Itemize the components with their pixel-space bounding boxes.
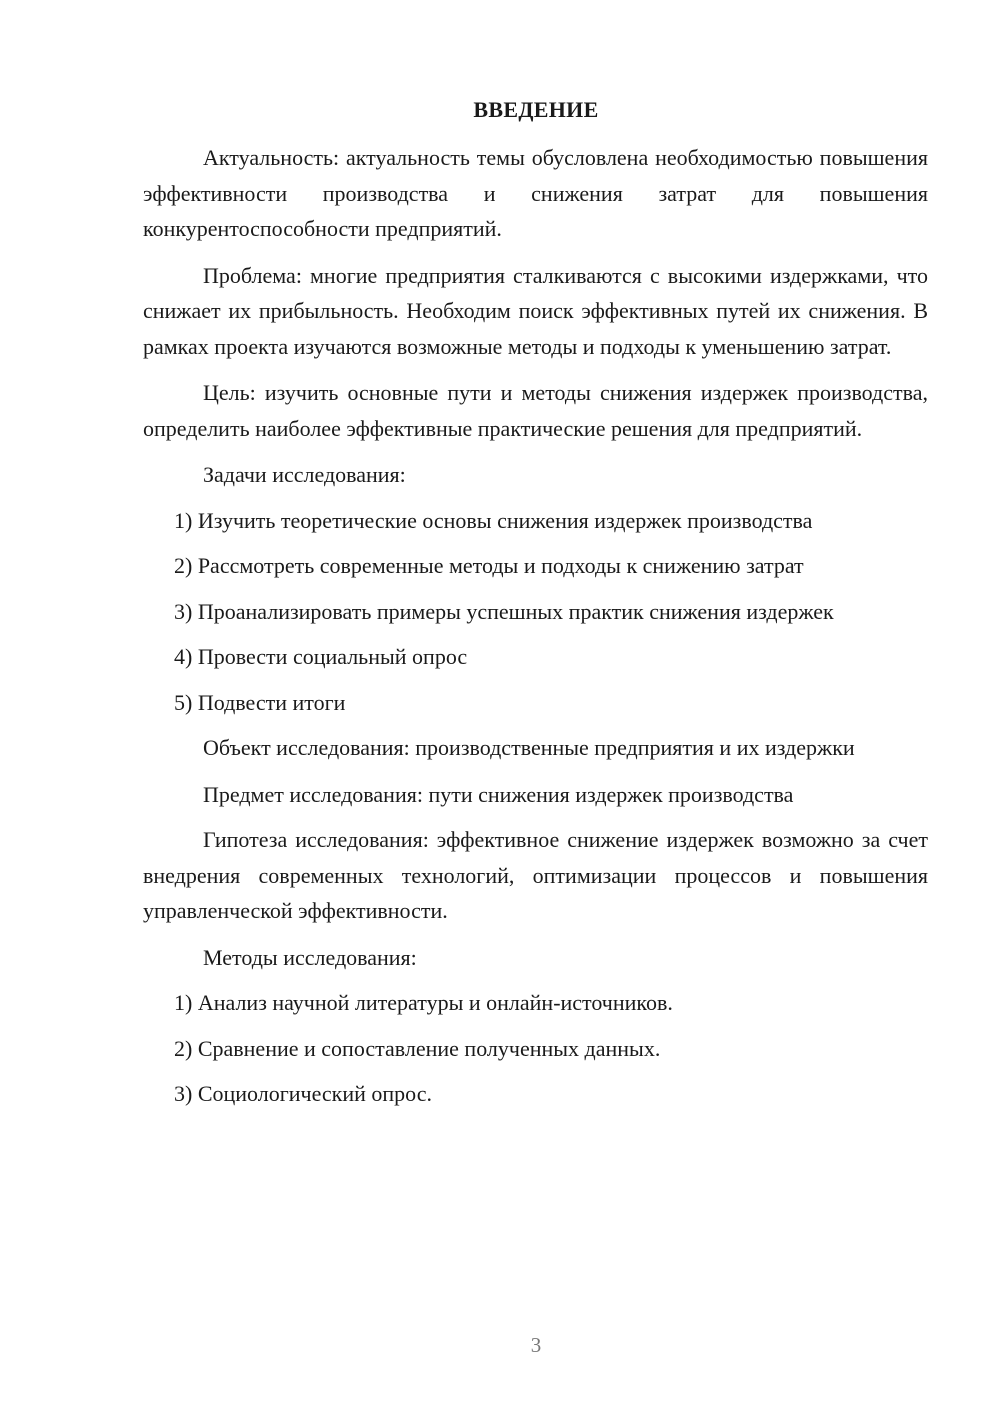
tasks-heading: Задачи исследования: [203, 462, 406, 487]
list-item: 2) Сравнение и сопоставление полученных данных. [174, 1035, 661, 1061]
page-title: ВВЕДЕНИЕ [473, 97, 599, 122]
list-item: 2) Рассмотреть современные методы и подходы к снижению затрат [174, 553, 804, 578]
list-item: 4) Провести социальный опрос [174, 644, 468, 669]
tasks-list [143, 503, 928, 721]
problem-paragraph: Проблема: многие предприятия сталкиваются с высокими издержками, что снижает их прибыльность. Необходим поиск эффективных путей их снижения. В рамках проекта изучаются возможные методы и подходы к уменьшению затрат. [143, 262, 928, 359]
list-item: 1) Изучить теоретические основы снижения издержек производства [174, 507, 813, 533]
relevance-paragraph: Актуальность: актуальность темы обусловлена необходимостью повышения эффективности производства и снижения затрат для повышения конкурентоспособности предприятий. [143, 145, 928, 241]
list-item: 1) Анализ научной литературы и онлайн-источников. [174, 990, 673, 1015]
methods-list [143, 985, 928, 1112]
list-item: 3) Социологический опрос. [174, 1081, 432, 1106]
list-item: 5) Подвести итоги [174, 689, 346, 715]
methods-heading: Методы исследования: [203, 944, 417, 970]
object-paragraph: Объект исследования: производственные предприятия и их издержки [203, 735, 855, 760]
goal-paragraph: Цель: изучить основные пути и методы снижения издержек производства, определить наиболее эффективные практические решения для предприятий. [143, 380, 928, 441]
document-body [143, 140, 928, 1122]
subject-paragraph: Предмет исследования: пути снижения издержек производства [203, 781, 794, 807]
list-item: 3) Проанализировать примеры успешных практик снижения издержек [174, 598, 834, 624]
hypothesis-paragraph: Гипотеза исследования: эффективное снижение издержек возможно за счет внедрения современных технологий, оптимизации процессов и повышения управленческой эффективности. [143, 827, 928, 923]
page-number: 3 [530, 1333, 542, 1357]
